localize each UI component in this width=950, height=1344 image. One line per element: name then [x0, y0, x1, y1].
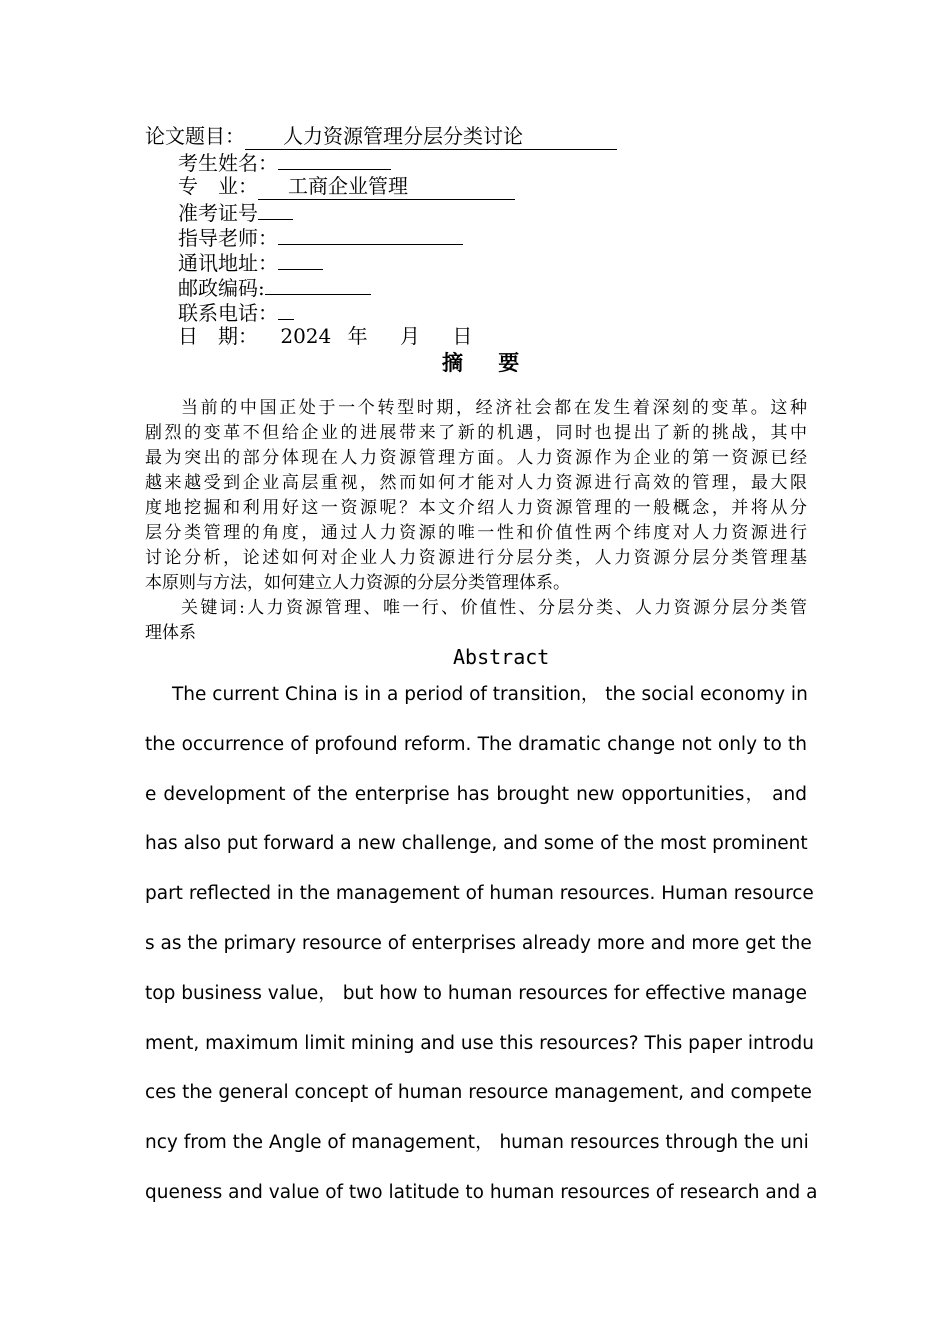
candidate-name-row: [178, 149, 391, 175]
abstract-cn-line: 层分类管理的角度，通过人力资源的唯一性和价值性两个纬度对人力资源进行: [145, 523, 807, 543]
abstract-en-line: queness and value of two latitude to human resources of research and a: [145, 1181, 818, 1203]
thesis-title-row: [145, 124, 617, 150]
abstract-en-line: The current China is in a period of transition， the social economy in: [172, 684, 808, 705]
abstract-cn-line: 最为突出的部分体现在人力资源管理方面。人力资源作为企业的第一资源已经: [145, 448, 807, 468]
abstract-en-line: ncy from the Angle of management， human resources through the uni: [145, 1132, 809, 1154]
abstract-cn-line: 讨论分析，论述如何对企业人力资源进行分层分类，人力资源分层分类管理基: [145, 548, 807, 568]
abstract-en-line: ces the general concept of human resource management, and compete: [145, 1082, 812, 1104]
major-value: 工商企业管理: [288, 174, 408, 198]
exam-number-row: [178, 199, 293, 225]
exam-number-blank: [258, 199, 293, 220]
abstract-en-body: [145, 670, 818, 1218]
phone-label: 联系电话：: [178, 301, 278, 325]
abstract-en-line: top business value， but how to human resources for effective manage: [145, 982, 807, 1004]
advisor-label: 指导老师：: [178, 226, 278, 250]
candidate-name-label: 考生姓名：: [178, 151, 278, 175]
keywords-line: 理体系: [145, 623, 196, 643]
major-field: [258, 174, 515, 200]
exam-number-label: 准考证号: [178, 201, 258, 225]
thesis-title-label: 论文题目：: [145, 124, 245, 148]
abstract-en-line: s as the primary resource of enterprises already more and more get the: [145, 932, 812, 954]
phone-blank: [278, 299, 294, 320]
date-year-unit: 年: [347, 324, 368, 348]
major-label: 专 业：: [178, 174, 258, 198]
phone-row: [178, 299, 294, 325]
postcode-label: 邮政编码:: [178, 276, 265, 300]
abstract-cn-line: 度地挖掘和利用好这一资源呢？本文介绍人力资源管理的一般概念，并将从分: [145, 498, 807, 518]
date-month-unit: 月: [399, 324, 420, 348]
advisor-blank: [278, 224, 463, 245]
abstract-cn-line: 剧烈的变革不但给企业的进展带来了新的机遇，同时也提出了新的挑战，其中: [145, 423, 807, 443]
date-row: [178, 324, 472, 348]
candidate-name-blank: [278, 149, 391, 170]
address-blank: [278, 249, 323, 270]
abstract-cn-line: 越来越受到企业高层重视，然而如何才能对人力资源进行高效的管理，最大限: [145, 473, 807, 493]
abstract-cn-line: 当前的中国正处于一个转型时期，经济社会都在发生着深刻的变革。这种: [181, 398, 807, 418]
address-row: [178, 249, 323, 275]
date-label: 日 期：: [178, 324, 258, 348]
abstract-cn-heading: 摘 要: [442, 350, 534, 375]
abstract-en-line: has also put forward a new challenge, and some of the most prominent: [145, 833, 808, 855]
address-label: 通讯地址：: [178, 251, 278, 275]
abstract-en-line: part reflected in the management of human resources. Human resource: [145, 883, 814, 905]
abstract-cn-body: [145, 396, 807, 646]
date-year: 2024: [280, 324, 332, 348]
postcode-row: [178, 274, 371, 300]
abstract-en-heading: Abstract: [453, 645, 550, 669]
major-row: [178, 174, 515, 200]
abstract-en-line: ment, maximum limit mining and use this resources? This paper introdu: [145, 1032, 814, 1054]
thesis-title-value: 人力资源管理分层分类讨论: [283, 124, 523, 148]
postcode-blank: [265, 274, 371, 295]
advisor-row: [178, 224, 463, 250]
thesis-title-field: [245, 124, 617, 150]
keywords-line: 关键词:人力资源管理、唯一行、价值性、分层分类、人力资源分层分类管: [181, 598, 807, 618]
abstract-cn-line: 本原则与方法，如何建立人力资源的分层分类管理体系。: [145, 573, 570, 593]
abstract-en-line: the occurrence of profound reform. The dramatic change not only to th: [145, 733, 807, 755]
abstract-en-line: e development of the enterprise has brought new opportunities， and: [145, 783, 807, 805]
date-day-unit: 日: [452, 324, 473, 348]
